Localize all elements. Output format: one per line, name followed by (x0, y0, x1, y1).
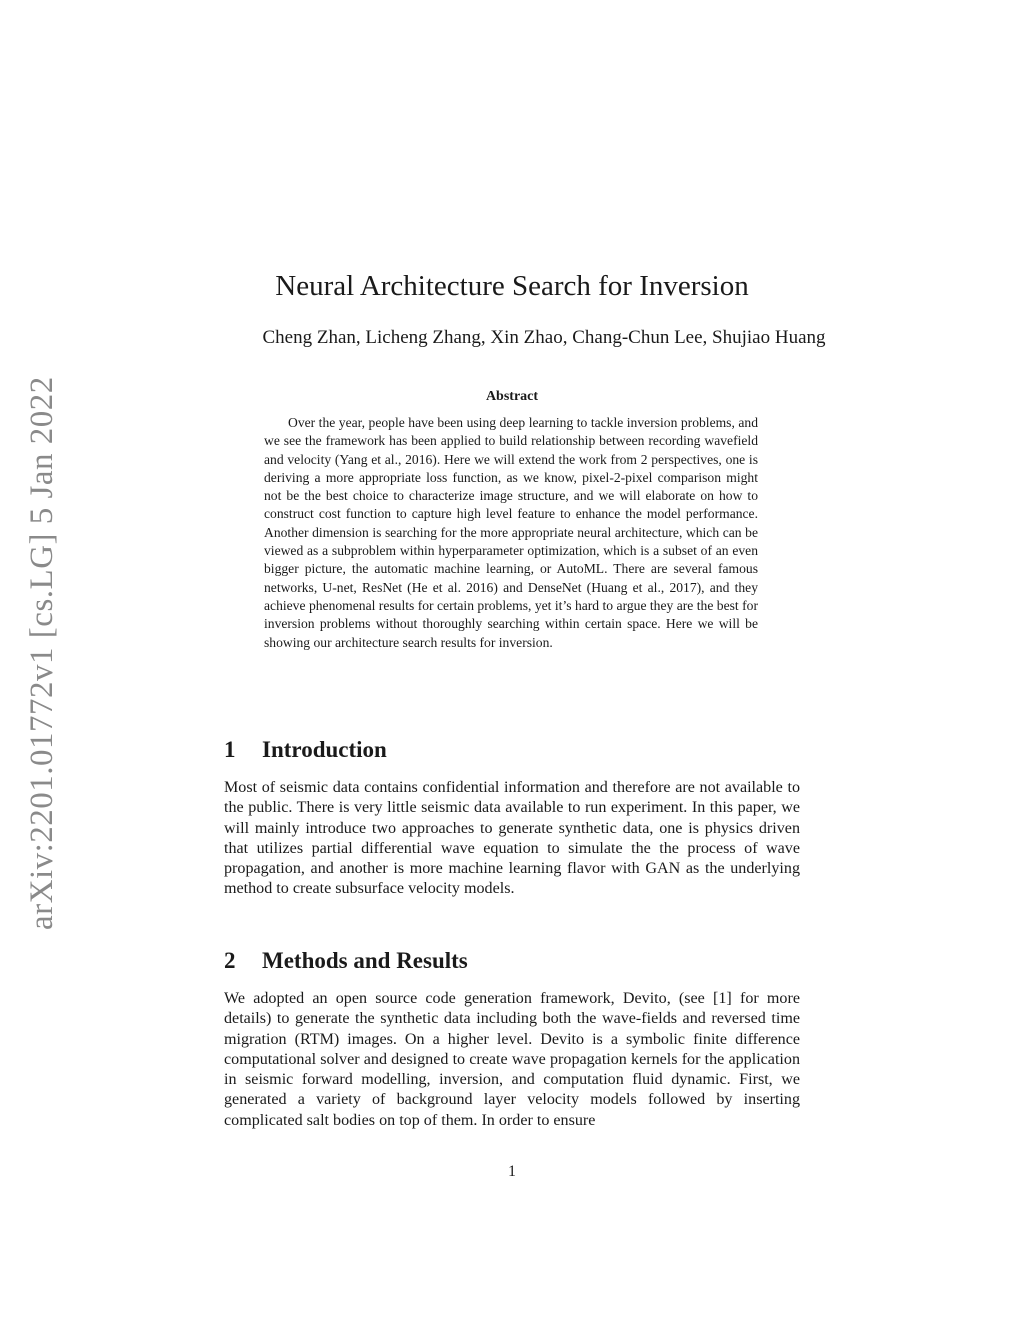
section-title: Methods and Results (262, 948, 468, 973)
abstract-body: Over the year, people have been using deep learning to tackle inversion problems, and we see the framework has been applied to build relationship between recording wavefield and velocity (Yang et al., 2016). Here we will extend the work from 2 perspectives, one is deriving a more appropriate loss function, as we know, pixel-2-pixel comparison might not be the best choice to characterize image structure, and we will elaborate on how to construct cost function to capture high level feature to enhance the model performance. Another dimension is searching for the more appropriate neural architecture, which can be viewed as a subproblem within hyperparameter optimization, which is a subset of an even bigger picture, the automatic machine learning, or AutoML. There are several famous networks, U-net, ResNet (He et al. 2016) and DenseNet (Huang et al., 2017), and they achieve phenomenal results for certain problems, yet it’s hard to argue they are the best for inversion problems without thoroughly searching within certain space. Here we will be showing our architecture search results for inversion. (264, 415, 758, 650)
section-number: 1 (224, 737, 236, 762)
arxiv-identifier-stamp: arXiv:2201.01772v1 [cs.LG] 5 Jan 2022 (24, 376, 60, 930)
paper-title: Neural Architecture Search for Inversion (275, 270, 749, 302)
section-heading-methods-and-results (224, 946, 468, 976)
introduction-paragraph: Most of seismic data contains confidential information and therefore are not available to the public. There is very little seismic data available to run experiment. In this paper, we will mainly introduce two approaches to generate synthetic data, one is physics driven that utilizes partial differential wave equation to simulate the the process of wave propagation, and another is more machine learning flavor with GAN as the underlying method to create subsurface velocity models. (224, 779, 800, 898)
section-heading-introduction (224, 735, 387, 765)
section-title: Introduction (262, 737, 387, 762)
author-list: Cheng Zhan, Licheng Zhang, Xin Zhao, Chang-Chun Lee, Shujiao Huang (262, 327, 826, 348)
section-number: 2 (224, 948, 236, 973)
page-number: 1 (508, 1163, 516, 1180)
abstract-heading: Abstract (485, 389, 539, 404)
methods-paragraph: We adopted an open source code generation framework, Devito, (see [1] for more details) to generate the synthetic data including both the wave-fields and reversed time migration (RTM) images. On a higher level. Devito is a symbolic finite difference computational solver and designed to create wave propagation kernels for the application in seismic forward modelling, inversion, and computation fluid dynamic. First, we generated a variety of background layer velocity models followed by inserting complicated salt bodies on top of them. In order to ensure (224, 990, 800, 1129)
